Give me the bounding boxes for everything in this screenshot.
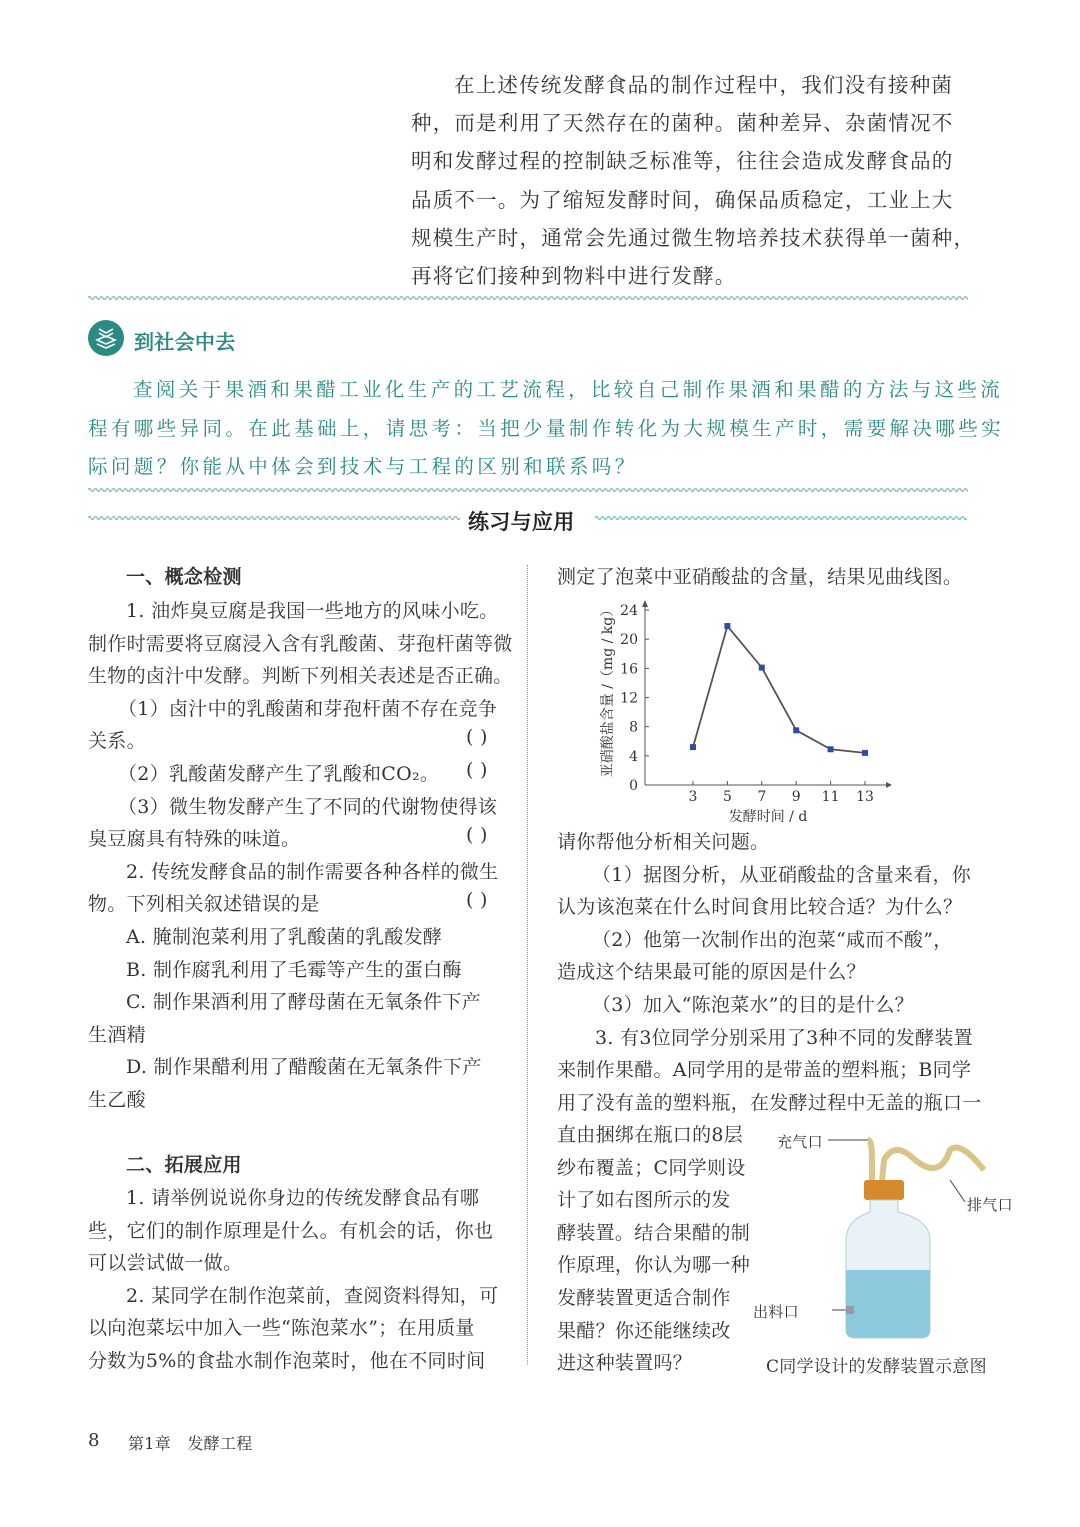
right-line: 进这种装置吗？ [557, 1352, 693, 1375]
data-point [690, 744, 696, 750]
data-line [693, 626, 865, 753]
left-line: C. 制作果酒利用了酵母菌在无氧条件下产 [126, 991, 481, 1014]
y-tick-label: 0 [629, 778, 638, 794]
right-line: 计了如右图所示的发 [557, 1189, 731, 1212]
nitrite-chart [590, 595, 910, 830]
left-line: （2）乳酸菌发酵产生了乳酸和CO₂。 [118, 763, 440, 785]
x-tick-label: 11 [821, 789, 840, 805]
right-line: 认为该泡菜在什么时间食用比较合适？为什么？ [557, 896, 963, 919]
left-line: 物。下列相关叙述错误的是 [88, 893, 320, 916]
intro-line: 种，而是利用了天然存在的菌种。菌种差异、杂菌情况不 [411, 111, 954, 136]
answer-blank: ( ) [466, 889, 488, 911]
wavy-divider [88, 295, 968, 301]
data-point [724, 623, 730, 629]
left-line: B. 制作腐乳利用了毛霉等产生的蛋白酶 [126, 958, 462, 981]
left-line: 2. 某同学在制作泡菜前，查阅资料得知，可 [126, 1284, 499, 1307]
right-line: （1）据图分析，从亚硝酸盐的含量来看，你 [592, 863, 972, 886]
left-line: （3）微生物发酵产生了不同的代谢物使得该 [118, 795, 498, 818]
left-line: 生乙酸 [88, 1089, 146, 1111]
x-tick-label: 13 [856, 789, 874, 805]
inlet-label: 充气口 [777, 1133, 823, 1151]
right-line: （2）他第一次制作出的泡菜“咸而不酸”， [592, 928, 953, 951]
intro-line: 规模生产时，通常会先通过微生物培养技术获得单一菌种， [411, 225, 976, 250]
right-line: 作原理，你认为哪一种 [557, 1254, 751, 1277]
x-tick-label: 3 [688, 789, 698, 805]
right-line: 纱布覆盖；C同学则设 [557, 1156, 746, 1179]
answer-blank: ( ) [466, 759, 488, 781]
x-tick-label: 9 [791, 789, 801, 805]
y-tick-label: 16 [620, 661, 638, 678]
left-line: 生物的卤汁中发酵。判断下列相关表述是否正确。 [88, 665, 513, 688]
data-point [793, 727, 799, 733]
right-line: （3）加入“陈泡菜水”的目的是什么？ [592, 994, 914, 1016]
data-point [862, 750, 868, 756]
exercise-title: 练习与应用 [468, 510, 575, 534]
left-line: 可以尝试做一做。 [88, 1252, 243, 1275]
left-line: 1. 请举例说说你身边的传统发酵食品有哪 [126, 1187, 480, 1209]
intro-line: 在上述传统发酵食品的制作过程中，我们没有接种菌 [454, 73, 954, 97]
exhaust-label: 排气口 [967, 1196, 1013, 1214]
society-line: 程有哪些异同。在此基础上，请思考：当把少量制作转化为大规模生产时，需要解决哪些实 [88, 416, 1005, 440]
y-tick-label: 4 [629, 748, 638, 765]
right-line: 造成这个结果最可能的原因是什么？ [557, 961, 866, 984]
right-line: 发酵装置更适合制作 [557, 1287, 731, 1309]
left-line: 2. 传统发酵食品的制作需要各种各样的微生 [126, 860, 499, 883]
page-number: 8 [88, 1430, 100, 1451]
y-tick-label: 20 [620, 632, 638, 649]
left-line: 些，它们的制作原理是什么。有机会的话，你也 [88, 1219, 494, 1242]
y-tick-label: 8 [629, 719, 638, 736]
society-icon [88, 320, 124, 356]
left-line: A. 腌制泡菜利用了乳酸菌的乳酸发酵 [126, 926, 443, 948]
data-point [759, 665, 765, 671]
right-line: 请你帮他分析相关问题。 [557, 831, 770, 853]
right-line: 果醋？你还能继续改 [557, 1319, 731, 1342]
left-line: 臭豆腐具有特殊的味道。 [88, 828, 301, 851]
y-tick-label: 24 [620, 603, 638, 619]
x-tick-label: 5 [722, 789, 732, 805]
right-line: 直由捆绑在瓶口的8层 [557, 1124, 744, 1146]
x-tick-label: 7 [757, 789, 767, 805]
outlet-label: 出料口 [753, 1303, 799, 1321]
right-line: 3. 有3位同学分别采用了3种不同的发酵装置 [595, 1026, 973, 1049]
intro-line: 再将它们接种到物料中进行发酵。 [411, 264, 737, 288]
left-line: 分数为5%的食盐水制作泡菜时，他在不同时间 [88, 1350, 486, 1372]
y-axis-arrow [642, 600, 648, 607]
left-line: （1）卤汁中的乳酸菌和芽孢杆菌不存在竞争 [118, 697, 498, 720]
left-line: 1. 油炸臭豆腐是我国一些地方的风味小吃。 [126, 600, 499, 622]
y-axis-label: 亚硝酸盐含量 /（mg / kg） [600, 602, 616, 778]
data-point [828, 746, 834, 752]
section-heading: 一、概念检测 [126, 566, 242, 588]
left-line: 制作时需要将豆腐浸入含有乳酸菌、芽孢杆菌等微 [88, 632, 513, 655]
wavy-divider [88, 515, 460, 521]
x-axis-label: 发酵时间 / d [728, 809, 808, 825]
right-line: 来制作果醋。A同学用的是带盖的塑料瓶；B同学 [557, 1059, 972, 1082]
society-line: 查阅关于果酒和果醋工业化生产的工艺流程，比较自己制作果酒和果醋的方法与这些流 [133, 378, 1004, 401]
right-line: 酵装置。结合果醋的制 [557, 1221, 751, 1244]
section-heading: 二、拓展应用 [126, 1154, 242, 1176]
society-title: 到社会中去 [134, 330, 236, 354]
intro-line: 明和发酵过程的控制缺乏标准等，往往会造成发酵食品的 [411, 149, 954, 174]
intro-line: 品质不一。为了缩短发酵时间，确保品质稳定，工业上大 [411, 187, 954, 212]
society-line: 际问题？你能从中体会到技术与工程的区别和联系吗？ [88, 455, 638, 478]
answer-blank: ( ) [466, 726, 488, 748]
x-axis-arrow [886, 782, 892, 788]
right-line: 测定了泡菜中亚硝酸盐的含量，结果见曲线图。 [557, 566, 963, 588]
figure-caption: C同学设计的发酵装置示意图 [766, 1357, 987, 1377]
left-line: 以向泡菜坛中加入一些“陈泡菜水”；在用质量 [88, 1317, 475, 1340]
left-line: 关系。 [88, 730, 146, 753]
wavy-divider [595, 515, 967, 521]
answer-blank: ( ) [466, 824, 488, 846]
column-divider [527, 565, 528, 1365]
left-line: D. 制作果醋利用了醋酸菌在无氧条件下产 [126, 1056, 482, 1079]
right-line: 用了没有盖的塑料瓶，在发酵过程中无盖的瓶口一 [557, 1091, 982, 1114]
y-tick-label: 12 [620, 690, 638, 707]
wavy-divider [88, 487, 968, 493]
chapter-label: 第1章 发酵工程 [128, 1434, 253, 1453]
left-line: 生酒精 [88, 1023, 146, 1046]
